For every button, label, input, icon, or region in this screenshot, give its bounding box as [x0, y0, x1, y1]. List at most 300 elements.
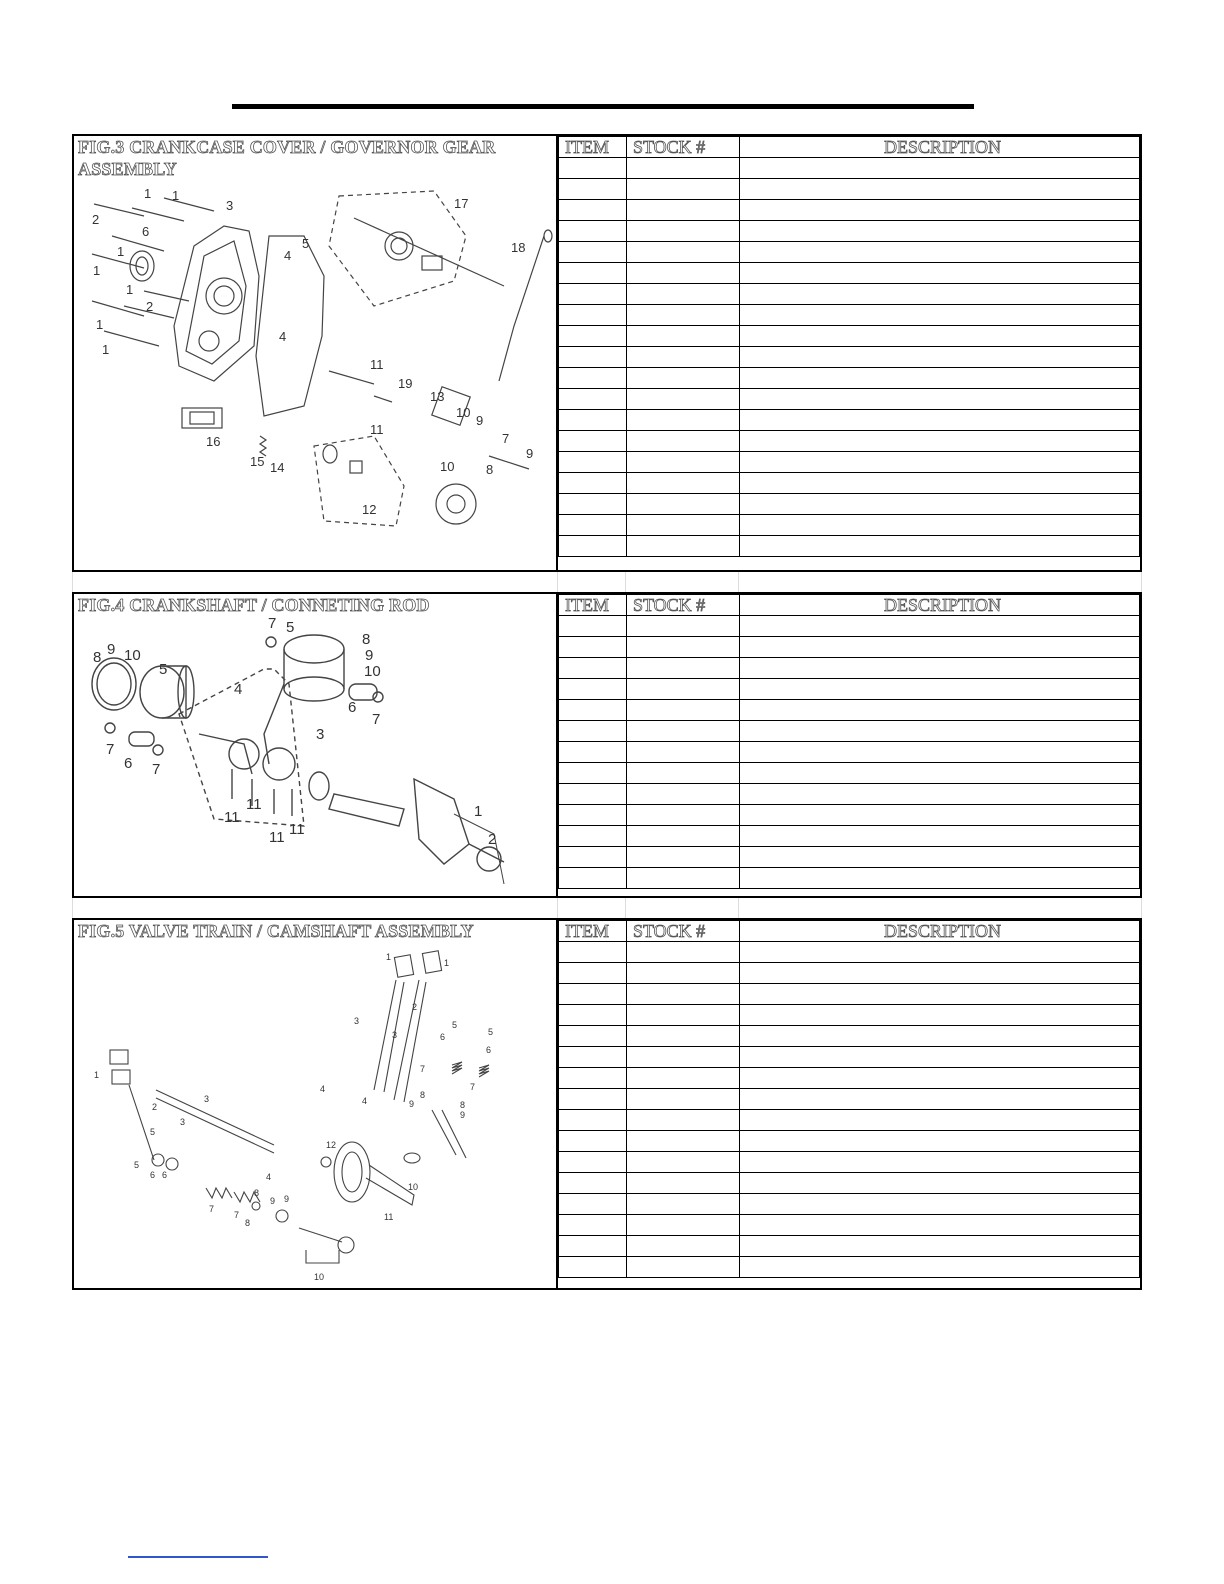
svg-text:11: 11 [370, 357, 384, 372]
item-cell [559, 242, 627, 263]
svg-text:8: 8 [460, 1100, 466, 1110]
item-cell [559, 452, 627, 473]
description-cell [740, 1110, 1140, 1131]
svg-text:3: 3 [354, 1016, 360, 1026]
description-cell [740, 742, 1140, 763]
svg-text:1: 1 [474, 803, 483, 820]
stock-cell [627, 1215, 740, 1236]
table-row [559, 700, 1140, 721]
item-cell [559, 347, 627, 368]
item-column-header: ITEM [559, 595, 627, 616]
item-cell [559, 515, 627, 536]
description-cell [740, 784, 1140, 805]
table-row [559, 1257, 1140, 1278]
item-column-header: ITEM [559, 921, 627, 942]
table-row [559, 221, 1140, 242]
description-cell [740, 1236, 1140, 1257]
description-cell [740, 847, 1140, 868]
stock-column-header: STOCK # [627, 137, 740, 158]
table-row [559, 1047, 1140, 1068]
svg-text:1: 1 [126, 282, 134, 297]
description-cell [740, 1047, 1140, 1068]
svg-text:3: 3 [226, 198, 234, 213]
stock-cell [627, 1047, 740, 1068]
item-cell [559, 179, 627, 200]
svg-text:10: 10 [314, 1272, 325, 1282]
description-cell [740, 1257, 1140, 1278]
svg-text:7: 7 [502, 431, 510, 446]
table-row [559, 1089, 1140, 1110]
svg-text:11: 11 [289, 821, 305, 838]
stock-cell [627, 494, 740, 515]
item-cell [559, 942, 627, 963]
stock-cell [627, 1110, 740, 1131]
description-cell [740, 431, 1140, 452]
svg-text:19: 19 [398, 376, 413, 391]
table-row [559, 721, 1140, 742]
item-cell [559, 221, 627, 242]
svg-text:2: 2 [412, 1002, 418, 1012]
description-cell [740, 658, 1140, 679]
crankcase-cover-exploded-view [74, 136, 558, 570]
stock-cell [627, 721, 740, 742]
table-row [559, 942, 1140, 963]
item-cell [559, 1215, 627, 1236]
description-cell [740, 1026, 1140, 1047]
description-cell [740, 1005, 1140, 1026]
svg-text:1: 1 [93, 263, 101, 278]
svg-text:9: 9 [107, 641, 116, 658]
description-cell [740, 942, 1140, 963]
item-cell [559, 1173, 627, 1194]
svg-text:2: 2 [92, 212, 100, 227]
description-cell [740, 963, 1140, 984]
stock-cell [627, 473, 740, 494]
svg-text:6: 6 [124, 755, 133, 772]
svg-text:7: 7 [152, 761, 161, 778]
stock-cell [627, 221, 740, 242]
stock-cell [627, 616, 740, 637]
svg-text:4: 4 [266, 1172, 272, 1182]
svg-text:4: 4 [320, 1084, 326, 1094]
table-row [559, 984, 1140, 1005]
svg-text:4: 4 [279, 329, 287, 344]
item-cell [559, 868, 627, 889]
svg-text:9: 9 [409, 1099, 415, 1109]
item-cell [559, 1026, 627, 1047]
svg-text:1: 1 [96, 317, 104, 332]
table-row [559, 200, 1140, 221]
figure-4-rows [559, 616, 1140, 889]
item-cell [559, 1005, 627, 1026]
description-cell [740, 637, 1140, 658]
item-cell [559, 368, 627, 389]
item-cell [559, 826, 627, 847]
stock-cell [627, 1068, 740, 1089]
stock-cell [627, 868, 740, 889]
stock-cell [627, 1236, 740, 1257]
stock-cell [627, 847, 740, 868]
table-row [559, 1131, 1140, 1152]
table-row [559, 658, 1140, 679]
table-row [559, 284, 1140, 305]
svg-text:7: 7 [234, 1210, 240, 1220]
description-column-header: DESCRIPTION [740, 137, 1140, 158]
table-row [559, 963, 1140, 984]
svg-text:11: 11 [384, 1212, 394, 1222]
svg-text:1: 1 [102, 342, 110, 357]
table-row [559, 494, 1140, 515]
item-cell [559, 1047, 627, 1068]
table-row [559, 826, 1140, 847]
svg-text:7: 7 [420, 1064, 426, 1074]
stock-cell [627, 347, 740, 368]
stock-cell [627, 284, 740, 305]
svg-text:10: 10 [456, 405, 471, 420]
description-cell [740, 868, 1140, 889]
svg-text:9: 9 [476, 413, 484, 428]
svg-text:7: 7 [372, 711, 381, 728]
table-row [559, 1236, 1140, 1257]
table-row [559, 1110, 1140, 1131]
item-cell [559, 1152, 627, 1173]
item-cell [559, 984, 627, 1005]
stock-cell [627, 1089, 740, 1110]
svg-text:6: 6 [142, 224, 150, 239]
table-row [559, 637, 1140, 658]
item-cell [559, 742, 627, 763]
figure-5-diagram [74, 920, 558, 1288]
svg-text:7: 7 [209, 1204, 215, 1214]
svg-text:1: 1 [386, 952, 392, 962]
description-cell [740, 200, 1140, 221]
description-cell [740, 179, 1140, 200]
stock-cell [627, 179, 740, 200]
item-cell [559, 158, 627, 179]
item-cell [559, 616, 627, 637]
stock-cell [627, 452, 740, 473]
item-cell [559, 473, 627, 494]
figure-5-parts-table [558, 920, 1140, 1278]
figure-3-title: FIG.3 CRANKCASE COVER / GOVERNOR GEAR ASSEMBLY [78, 137, 496, 179]
description-cell [740, 616, 1140, 637]
table-row [559, 805, 1140, 826]
item-cell [559, 1068, 627, 1089]
table-row [559, 763, 1140, 784]
description-cell [740, 826, 1140, 847]
description-cell [740, 1194, 1140, 1215]
svg-text:14: 14 [270, 460, 285, 475]
stock-cell [627, 805, 740, 826]
svg-text:3: 3 [392, 1030, 398, 1040]
item-cell [559, 389, 627, 410]
stock-cell [627, 200, 740, 221]
table-row [559, 473, 1140, 494]
svg-text:3: 3 [180, 1117, 186, 1127]
svg-text:12: 12 [326, 1140, 337, 1150]
item-cell [559, 805, 627, 826]
item-cell [559, 263, 627, 284]
figure-3-section [72, 134, 1142, 572]
stock-cell [627, 637, 740, 658]
svg-text:8: 8 [486, 462, 494, 477]
description-cell [740, 347, 1140, 368]
description-column-header: DESCRIPTION [740, 921, 1140, 942]
table-row [559, 410, 1140, 431]
figure-4-title: FIG.4 CRANKSHAFT / CONNETING ROD [78, 595, 430, 615]
svg-text:1: 1 [94, 1070, 100, 1080]
description-cell [740, 1089, 1140, 1110]
table-row [559, 263, 1140, 284]
svg-text:7: 7 [268, 615, 277, 632]
item-cell [559, 637, 627, 658]
svg-text:8: 8 [245, 1218, 251, 1228]
table-row [559, 242, 1140, 263]
description-cell [740, 1068, 1140, 1089]
description-cell [740, 1152, 1140, 1173]
header-rule [232, 104, 974, 109]
figure-4-diagram [74, 594, 558, 896]
item-cell [559, 658, 627, 679]
svg-text:18: 18 [511, 240, 526, 255]
stock-cell [627, 984, 740, 1005]
stock-column-header: STOCK # [627, 595, 740, 616]
svg-text:15: 15 [250, 454, 265, 469]
svg-text:6: 6 [348, 699, 357, 716]
item-cell [559, 1131, 627, 1152]
table-row [559, 452, 1140, 473]
svg-text:1: 1 [117, 244, 125, 259]
item-cell [559, 784, 627, 805]
svg-text:2: 2 [152, 1102, 158, 1112]
figure-5-section [72, 918, 1142, 1290]
stock-cell [627, 1131, 740, 1152]
svg-text:8: 8 [420, 1090, 426, 1100]
table-row [559, 679, 1140, 700]
svg-text:5: 5 [134, 1160, 140, 1170]
svg-text:11: 11 [269, 829, 285, 846]
table-row [559, 389, 1140, 410]
description-cell [740, 700, 1140, 721]
svg-text:5: 5 [452, 1020, 458, 1030]
item-cell [559, 763, 627, 784]
description-cell [740, 263, 1140, 284]
table-row [559, 1026, 1140, 1047]
figure-3-rows [559, 158, 1140, 557]
description-cell [740, 389, 1140, 410]
figure-3-diagram [74, 136, 558, 570]
table-header-row [559, 595, 1140, 616]
table-row [559, 1215, 1140, 1236]
table-header-row [559, 137, 1140, 158]
description-cell [740, 1173, 1140, 1194]
stock-cell [627, 368, 740, 389]
svg-text:1: 1 [144, 186, 152, 201]
crankshaft-exploded-view [74, 594, 558, 896]
figure-3-parts-table [558, 136, 1140, 557]
svg-text:16: 16 [206, 434, 221, 449]
svg-text:12: 12 [362, 502, 377, 517]
svg-text:5: 5 [150, 1127, 156, 1137]
table-row [559, 326, 1140, 347]
table-header-row [559, 921, 1140, 942]
stock-cell [627, 963, 740, 984]
svg-text:6: 6 [486, 1045, 492, 1055]
item-cell [559, 1110, 627, 1131]
stock-cell [627, 784, 740, 805]
footer-link-underline[interactable] [128, 1556, 268, 1558]
stock-cell [627, 1152, 740, 1173]
item-cell [559, 1089, 627, 1110]
description-cell [740, 1215, 1140, 1236]
svg-text:5: 5 [159, 661, 168, 678]
stock-column-header: STOCK # [627, 921, 740, 942]
stock-cell [627, 1257, 740, 1278]
description-cell [740, 242, 1140, 263]
description-cell [740, 305, 1140, 326]
table-row [559, 784, 1140, 805]
description-cell [740, 452, 1140, 473]
item-column-header: ITEM [559, 137, 627, 158]
svg-text:10: 10 [408, 1182, 419, 1192]
description-column-header: DESCRIPTION [740, 595, 1140, 616]
item-cell [559, 1257, 627, 1278]
figure-4-section [72, 592, 1142, 898]
svg-text:8: 8 [93, 649, 102, 666]
stock-cell [627, 242, 740, 263]
item-cell [559, 963, 627, 984]
table-row [559, 847, 1140, 868]
item-cell [559, 679, 627, 700]
stock-cell [627, 942, 740, 963]
svg-text:2: 2 [488, 831, 497, 848]
table-row [559, 158, 1140, 179]
svg-text:4: 4 [234, 681, 243, 698]
table-row [559, 742, 1140, 763]
item-cell [559, 200, 627, 221]
svg-text:13: 13 [430, 389, 445, 404]
valve-train-exploded-view [74, 920, 558, 1288]
stock-cell [627, 431, 740, 452]
svg-text:8: 8 [362, 631, 371, 648]
item-cell [559, 700, 627, 721]
svg-text:11: 11 [224, 809, 240, 826]
svg-text:9: 9 [284, 1194, 290, 1204]
stock-cell [627, 326, 740, 347]
description-cell [740, 536, 1140, 557]
stock-cell [627, 700, 740, 721]
description-cell [740, 368, 1140, 389]
stock-cell [627, 410, 740, 431]
description-cell [740, 326, 1140, 347]
svg-text:9: 9 [460, 1110, 466, 1120]
table-row [559, 868, 1140, 889]
table-row [559, 1068, 1140, 1089]
svg-text:4: 4 [362, 1096, 368, 1106]
stock-cell [627, 389, 740, 410]
stock-cell [627, 826, 740, 847]
table-row [559, 305, 1140, 326]
description-cell [740, 410, 1140, 431]
table-row [559, 616, 1140, 637]
item-cell [559, 305, 627, 326]
stock-cell [627, 1026, 740, 1047]
table-row [559, 536, 1140, 557]
description-cell [740, 805, 1140, 826]
item-cell [559, 1236, 627, 1257]
svg-text:3: 3 [316, 726, 325, 743]
item-cell [559, 284, 627, 305]
stock-cell [627, 158, 740, 179]
svg-text:5: 5 [286, 619, 295, 636]
figure-4-parts-table [558, 594, 1140, 889]
item-cell [559, 431, 627, 452]
table-row [559, 1152, 1140, 1173]
stock-cell [627, 515, 740, 536]
svg-text:1: 1 [444, 958, 450, 968]
svg-text:7: 7 [106, 741, 115, 758]
item-cell [559, 536, 627, 557]
stock-cell [627, 536, 740, 557]
stock-cell [627, 1194, 740, 1215]
stock-cell [627, 1005, 740, 1026]
svg-text:2: 2 [146, 299, 154, 314]
table-row [559, 347, 1140, 368]
svg-text:9: 9 [270, 1196, 276, 1206]
description-cell [740, 721, 1140, 742]
svg-text:10: 10 [440, 459, 455, 474]
svg-text:1: 1 [172, 188, 180, 203]
item-cell [559, 494, 627, 515]
svg-text:10: 10 [364, 663, 381, 680]
item-cell [559, 721, 627, 742]
item-cell [559, 326, 627, 347]
figure-5-rows [559, 942, 1140, 1278]
spacer-row [72, 572, 1142, 592]
svg-text:4: 4 [284, 248, 292, 263]
description-cell [740, 221, 1140, 242]
table-row [559, 1173, 1140, 1194]
item-cell [559, 1194, 627, 1215]
svg-text:9: 9 [526, 446, 534, 461]
svg-text:11: 11 [246, 796, 262, 813]
svg-text:5: 5 [302, 236, 310, 251]
svg-text:9: 9 [365, 647, 374, 664]
svg-text:8: 8 [254, 1188, 260, 1198]
table-row [559, 179, 1140, 200]
table-row [559, 368, 1140, 389]
spacer-row [72, 898, 1142, 918]
svg-text:17: 17 [454, 196, 469, 211]
description-cell [740, 158, 1140, 179]
description-cell [740, 984, 1140, 1005]
description-cell [740, 494, 1140, 515]
figure-5-title: FIG.5 VALVE TRAIN / CAMSHAFT ASSEMBLY [78, 921, 474, 941]
description-cell [740, 515, 1140, 536]
item-cell [559, 847, 627, 868]
description-cell [740, 1131, 1140, 1152]
table-row [559, 515, 1140, 536]
svg-text:3: 3 [204, 1094, 210, 1104]
svg-text:6: 6 [150, 1170, 156, 1180]
stock-cell [627, 305, 740, 326]
stock-cell [627, 763, 740, 784]
description-cell [740, 679, 1140, 700]
stock-cell [627, 1173, 740, 1194]
stock-cell [627, 658, 740, 679]
table-row [559, 431, 1140, 452]
stock-cell [627, 742, 740, 763]
